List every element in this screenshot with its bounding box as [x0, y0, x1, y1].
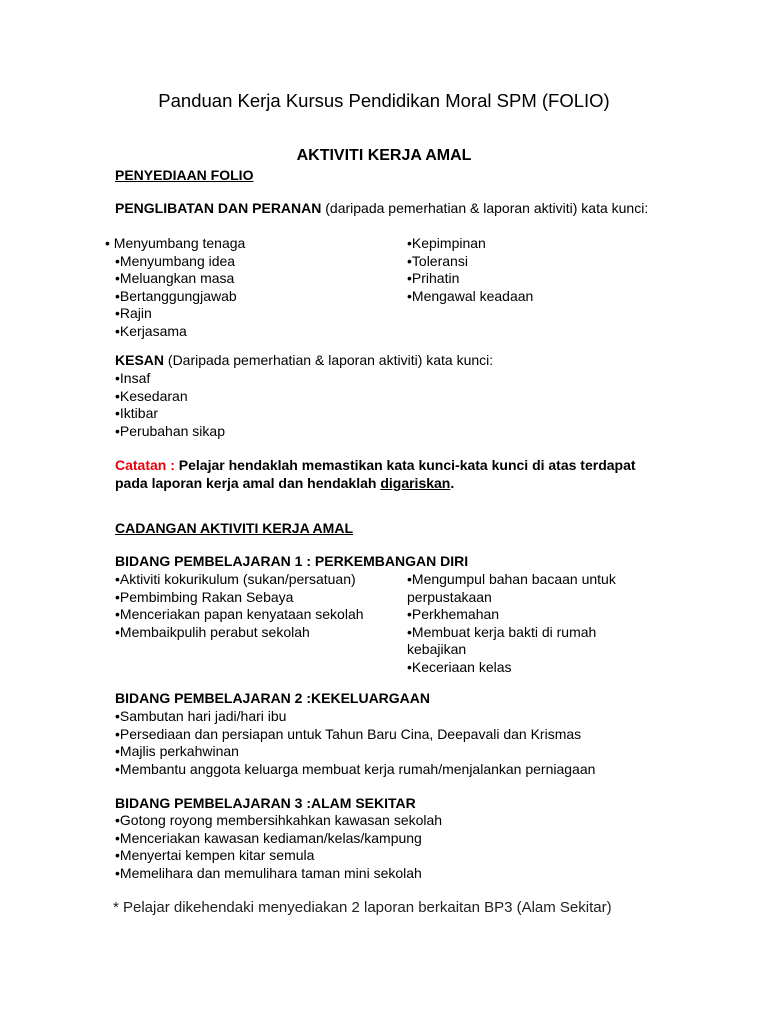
penglibatan-list-left: [105, 235, 245, 340]
penglibatan-label: PENGLIBATAN DAN PERANAN: [115, 200, 322, 216]
catatan-period: .: [450, 474, 455, 491]
list-item: •Insaf: [115, 370, 151, 386]
bp2-heading: BIDANG PEMBELAJARAN 2 :KEKELUARGAAN: [115, 690, 431, 706]
list-item: •Iktibar: [115, 405, 159, 421]
list-item: perpustakaan: [407, 588, 492, 605]
list-item: •Aktiviti kokurikulum (sukan/persatuan): [115, 571, 356, 587]
list-item: •Bertanggungjawab: [115, 287, 237, 304]
list-item: •Persediaan dan persiapan untuk Tahun Baru Cina, Deepavali dan Krismas: [115, 725, 582, 742]
kesan-line: [115, 352, 493, 370]
penglibatan-line: [115, 200, 648, 218]
bp1-heading: BIDANG PEMBELAJARAN 1 : PERKEMBANGAN DIRI: [115, 553, 469, 569]
list-item: • Menyumbang tenaga: [105, 235, 246, 251]
bp1-list-left: [115, 571, 364, 641]
list-item: •Prihatin: [407, 270, 460, 286]
list-item: •Membaikpulih perabut sekolah: [115, 623, 310, 640]
bp1-list-right: [407, 571, 616, 676]
list-item: •Membuat kerja bakti di rumah: [407, 623, 597, 640]
list-item: •Menceriakan papan kenyataan sekolah: [115, 606, 364, 622]
main-heading: AKTIVITI KERJA AMAL: [296, 147, 472, 164]
list-item: •Pembimbing Rakan Sebaya: [115, 588, 294, 605]
footer-note: * Pelajar dikehendaki menyediakan 2 laporan berkaitan BP3 (Alam Sekitar): [113, 899, 612, 916]
list-item: •Memelihara dan memulihara taman mini sekolah: [115, 864, 422, 881]
catatan-line2: pada laporan kerja amal dan hendaklah: [115, 474, 381, 491]
list-item: •Toleransi: [407, 252, 468, 269]
list-item: •Keceriaan kelas: [407, 658, 512, 675]
list-item: •Kesedaran: [115, 387, 188, 404]
bp3-list: [115, 812, 442, 882]
list-item: kebajikan: [407, 641, 467, 657]
list-item: •Menyertai kempen kitar semula: [115, 847, 315, 863]
list-item: •Kepimpinan: [407, 235, 486, 251]
list-item: •Membantu anggota keluarga membuat kerja rumah/menjalankan perniagaan: [115, 760, 596, 777]
list-item: •Mengumpul bahan bacaan untuk: [407, 571, 616, 587]
catatan-note: [115, 457, 636, 492]
bp3-heading: BIDANG PEMBELAJARAN 3 :ALAM SEKITAR: [115, 795, 416, 811]
list-item: •Meluangkan masa: [115, 270, 235, 286]
list-item: •Menyumbang idea: [115, 252, 236, 269]
list-item: •Sambutan hari jadi/hari ibu: [115, 708, 287, 724]
kesan-list: [115, 370, 225, 440]
list-item: •Mengawal keadaan: [407, 287, 534, 304]
list-item: •Menceriakan kawasan kediaman/kelas/kampung: [115, 829, 422, 846]
list-item: •Perkhemahan: [407, 606, 500, 622]
penglibatan-desc: (daripada pemerhatian & laporan aktiviti) kata kunci:: [321, 200, 649, 216]
section-penyediaan-folio: PENYEDIAAN FOLIO: [115, 167, 254, 183]
kesan-label: KESAN: [115, 352, 165, 368]
bp2-list: [115, 708, 595, 778]
cadangan-heading: CADANGAN AKTIVITI KERJA AMAL: [115, 520, 353, 536]
penglibatan-list-right: [407, 235, 533, 305]
catatan-underlined: digariskan: [380, 474, 451, 491]
catatan-line1: Pelajar hendaklah memastikan kata kunci-kata kunci di atas terdapat: [174, 457, 636, 473]
catatan-label: Catatan :: [115, 457, 175, 473]
list-item: •Gotong royong membersihkahkan kawasan sekolah: [115, 812, 443, 828]
list-item: •Majlis perkahwinan: [115, 743, 239, 759]
list-item: •Rajin: [115, 305, 152, 321]
list-item: •Perubahan sikap: [115, 422, 225, 439]
kesan-desc: (Daripada pemerhatian & laporan aktiviti) kata kunci:: [164, 352, 494, 368]
document-title: Panduan Kerja Kursus Pendidikan Moral SPM (FOLIO): [158, 90, 610, 111]
list-item: •Kerjasama: [115, 322, 187, 339]
